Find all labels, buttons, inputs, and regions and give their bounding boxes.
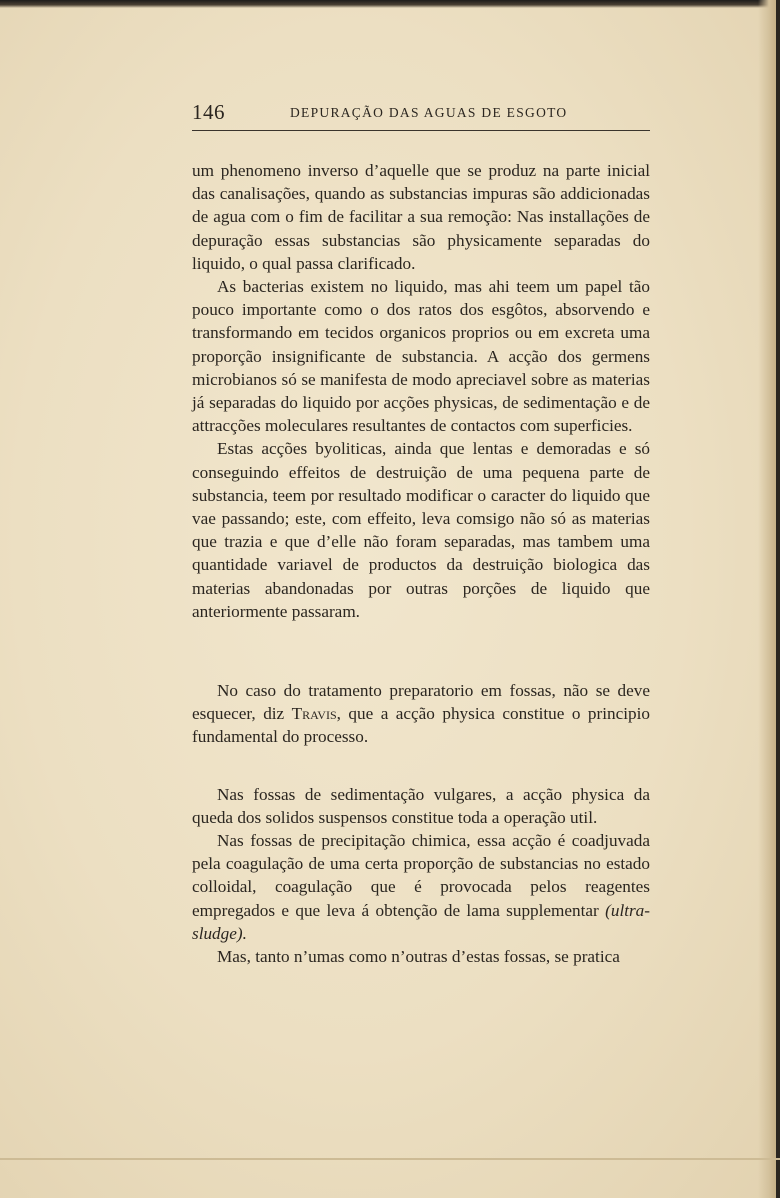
paragraph-6-text: Nas fossas de precipitação chimica, essa acção é coadjuvada pela coagulação de uma certa proporção de substancias no estado colloidal, coagulação que é provocada pelos reagentes empregados e que leva á obtenção de lama supplementar (192, 831, 650, 920)
running-title: DEPURAÇÃO DAS AGUAS DE ESGOTO (290, 105, 568, 120)
paragraph-4-text-b: , que a acção physica constitue o principio fundamental do processo. (192, 704, 650, 747)
paragraph-5: Nas fossas de sedimentação vulgares, a acção physica da queda dos solidos suspensos constitue toda a operação util. (192, 784, 650, 827)
paragraph-7: Mas, tanto n’umas como n’outras d’estas fossas, se pratica (217, 947, 620, 967)
paragraph-4-text-a: No caso do tratamento preparatorio em fossas, não se deve esquecer, diz (192, 681, 650, 724)
page-top-edge (0, 0, 780, 8)
paragraph-2: As bacterias existem no liquido, mas ahi teem um papel tão pouco importante como o dos ratos dos esgôtos, absorvendo e transformando em tecidos organicos proprios ou em excreta uma proporção insignificante de substancia. A acção dos germens microbianos só se manifesta de modo apreciavel sobre as materias já separadas do liquido por acções physicas, de sedimentação e de attracções moleculares resultantes de contactos com superficies. (192, 277, 650, 436)
scan-border (776, 0, 780, 1198)
paragraph-1: um phenomeno inverso d’aquelle que se produz na parte inicial das canalisações, quando as substancias impuras são addicionadas de agua com o fim de facilitar a sua remoção: Nas installações de depuração essas substancias são physicamente separadas do liquido, o qual passa clarificado. (192, 161, 650, 273)
paragraph-3: Estas acções byoliticas, ainda que lentas e demoradas e só conseguindo effeitos de destruição de uma pequena parte de substancia, teem por resultado modificar o caracter do liquido que vae passando; este, com effeito, leva comsigo não só as materias que trazia e que d’elle não foram separadas, mas tambem uma quantidade variavel de productos da destruição biologica das materias abandonadas por outras porções de liquido que anteriormente passaram. (192, 439, 650, 621)
page-fold-line (0, 1158, 780, 1160)
italic-term: (ultra-sludge). (192, 900, 650, 943)
paragraph-4 (192, 679, 650, 749)
running-header (192, 100, 652, 130)
paragraph-6 (192, 829, 650, 945)
author-name: Travis (291, 704, 337, 724)
header-rule (192, 130, 650, 131)
page-number: 146 (192, 100, 225, 124)
body-text (192, 159, 650, 968)
